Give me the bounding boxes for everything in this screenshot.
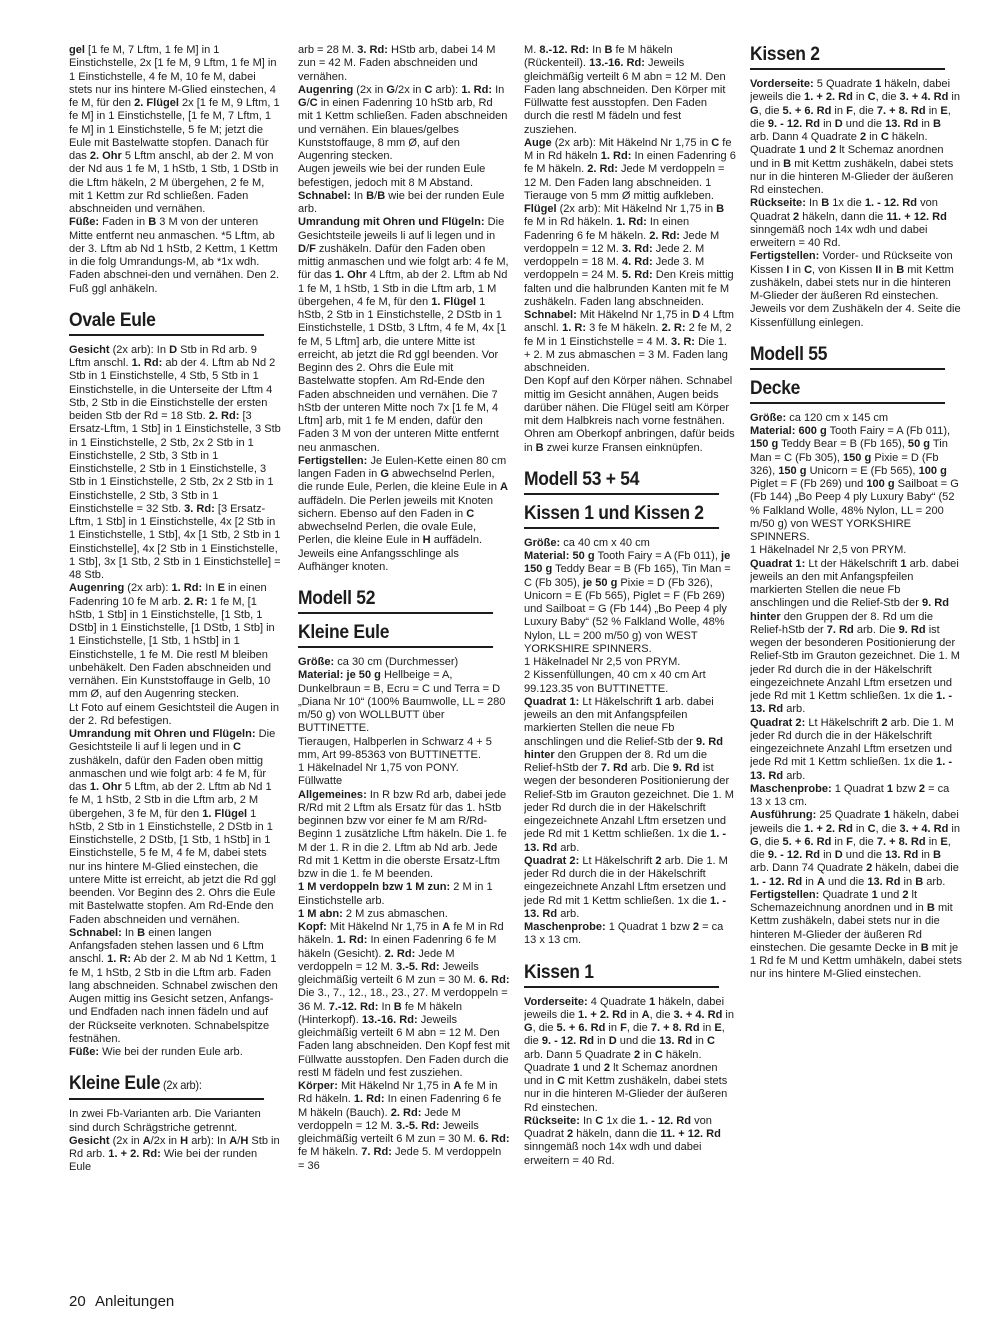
paragraph: 1 Häkelnadel Nr 1,75 von PONY. — [298, 762, 459, 774]
section-heading — [750, 344, 945, 370]
footer-section-title: Anleitungen — [95, 1293, 175, 1310]
paragraph: Vorderseite: 5 Quadrate 1 häkeln, dabei jeweils die 1. + 2. Rd in C, die 3. + 4. Rd in G, die 5. + 6. Rd in F, die 7. + 8. Rd in E, die 9. - 12. Rd in D und die 13. Rd in B arb. Dann 4 Quadrate 2 in C häkeln. Quadrate 1 und 2 lt Schemaz anordnen und in B mit Kettm zushäkeln, dabei stets nur in die hinteren M-Glieder der äußeren Rd einstechen. — [750, 78, 961, 196]
paragraph: arb = 28 M. 3. Rd: HStb arb, dabei 14 M zun = 42 M. Faden abschneiden und vernähen. — [298, 44, 496, 83]
paragraph: Maschenprobe: 1 Quadrat 1 bzw 2 = ca 13 x 13 cm. — [524, 921, 724, 947]
section-heading-text: Modell 52 — [298, 588, 376, 609]
paragraph: Schnabel: In B/B wie bei der runden Eule arb. — [298, 189, 505, 215]
paragraph: Material: 600 g Tooth Fairy = A (Fb 011), 150 g Teddy Bear = B (Fb 165), 50 g Tin Man = C (Fb 305), 150 g Pixie = D (Fb 326), 150 g Unicorn = E (Fb 565), 100 g Piglet = F (Fb 269) und 100 g Sailboat = G (Fb 144) „Bo Peep 4 ply Luxury Baby“ (52 % Falkland Wolle, 48% Nylon, LL = 200 m/50 g) von WEST YORKSHIRE SPINNERS. — [750, 425, 959, 543]
section-heading-text: Ovale Eule — [69, 309, 156, 331]
paragraph: Auge (2x arb): Mit Häkelnd Nr 1,75 in C fe M in Rd häkeln 1. Rd: In einen Fadenring 6 fe M häkeln. 2. Rd: Jede M verdoppeln = 12 M. Den Faden lang abschneiden. 1 Tierauge von 5 mm Ø mittig aufkleben. — [524, 136, 736, 202]
paragraph: Körper: Mit Häkelnd Nr 1,75 in A fe M in Rd häkeln. 1. Rd: In einen Fadenring 6 fe M häkeln (Bauch). 2. Rd: Jede M verdoppeln = 12 M. 3.-5. Rd: Jeweils gleichmäßig verteilt 6 M zun = 30 M. 6. Rd: fe M häkeln. 7. Rd: Jede 5. M verdoppeln = 36 — [298, 1080, 510, 1172]
paragraph: 1 Häkelnadel Nr 2,5 von PRYM. — [750, 544, 907, 557]
paragraph: Augenring (2x in G/2x in C arb): 1. Rd: In G/C in einen Fadenring 10 hStb arb, Rd mit 1 Kettm schließen. Faden abschneiden und vernähen. Ein blaues/gelbes Kunststoffauge, 8 mm Ø, auf den Augenring stecken. — [298, 83, 508, 162]
section-heading-text: Kissen 2 — [750, 44, 820, 65]
paragraph: Quadrat 2: Lt Häkelschrift 2 arb. Die 1. M jeder Rd durch die in der Häkelschrift eingezeichnete Anzahl Lftm ersetzen und jede Rd mit 1 Kettm schließen. 1x die 1. - 13. Rd arb. — [524, 854, 728, 920]
section-heading — [750, 378, 945, 404]
page-number: 20 — [69, 1293, 86, 1310]
paragraph: Füße: Faden in B 3 M von der unteren Mitte entfernt neu anmaschen. *5 Lftm, ab der 3. Lftm ab Nd 1 hStb, 2 Kettm, 1 Kettm in die folg Umrandungs-M, ab *1x wdh. Faden abschnei-den und vernähen. Den 2. Fuß ggl anhäkeln. — [69, 216, 280, 295]
paragraph: Umrandung mit Ohren und Flügeln: Die Gesichtsteile li auf li legen und in C zushäkeln, dafür den Faden oben mittig anmaschen und wie folgt arb: 4 fe M, für das 1. Ohr 5 Lftm, ab der 2. Lftm ab Nd 1 fe M, 1 hStb, 2 Stb in die Lftm arb, 2 M übergehen, 3 fe M, für den 1. Flügel 1 hStb, 2 Stb in 1 Einstichstelle, 2 DStb in 1 Einstichstelle, 2 DStb, [1 Stb, 1 hStb] in 1 Einstichstelle, 5 fe M, 4 fe M, dabei stets nur ins hintere M-Glied einstechen, die untere Mitte ist erreicht, ab jetzt die Rd ggl beenden. Vor Beginn des 2. Ohrs die Eule mit Bastelwatte stopfen. Am Rd-Ende den Faden abschneiden und vernähen. — [69, 728, 276, 926]
text-column-4 — [750, 44, 962, 982]
section-heading-text: Kleine Eule — [69, 1073, 161, 1095]
paragraph: Quadrat 1: Lt Häkelschrift 1 arb. dabei jeweils an den mit Anfangspfeilen markierten Stellen die neue Fb anschlingen und die Relief-Stb der 9. Rd hinter den Gruppen der 8. Rd um die Relief-hStb der 7. Rd arb. Die 9. Rd ist wegen der besonderen Positionierung der Relief-Stb im Grauton gezeichnet. Die 1. M jeder Rd durch die in der Häkelschrift eingezeichnete Anzahl Lftm ersetzen und jede Rd mit 1 Kettm schließen. 1x die 1. - 13. Rd arb. — [524, 695, 734, 854]
paragraph: Größe: ca 120 cm x 145 cm — [750, 411, 889, 424]
paragraph: Fertigstellen: Vorder- und Rückseite von Kissen I in C, von Kissen II in B mit Kettm zushäkeln, dabei stets nur in die hinteren M-Glieder der äußeren Rd einstechen. Jeweils vor dem Zushäkeln der 4. Seite die Kissenfüllung einlegen. — [750, 250, 961, 329]
paragraph: Augenring (2x arb): 1. Rd: In E in einen Fadenring 10 fe M arb. 2. R: 1 fe M, [1 hStb, 1 Stb] in 1 Einstichstelle, [1 Stb, 1 DStb] in 1 Einstichstelle, [1 DStb, 1 Stb] in 1 Einstichstelle, [1 Stb, 1 hStb] in 1 Einstichstelle, 1 fe M. Die restl M bleiben unbehäkelt. Den Faden abschneiden und vernähen. Ein Kunststoffauge in Gelb, 10 mm Ø, auf den Augenring stecken. — [69, 582, 275, 701]
paragraph: M. 8.-12. Rd: In B fe M häkeln (Rückenteil). 13.-16. Rd: Jeweils gleichmäßig verteilt 6 M abn = 12 M. Den Faden lang abschneiden. Den Körper mit Füllwatte fest ausstopfen. Den Faden durch die restl M fädeln und fest zusziehen. — [524, 44, 726, 136]
paragraph: Kopf: Mit Häkelnd Nr 1,75 in A fe M in Rd häkeln. 1. Rd: In einen Fadenring 6 fe M häkeln (Gesicht). 2. Rd: Jede M verdoppeln = 12 M. 3.-5. Rd: Jeweils gleichmäßig verteilt 6 M zun = 30 M. 6. Rd: Die 3., 7., 12., 18., 23., 27. M verdoppeln = 36 M. 7.-12. Rd: In B fe M häkeln (Hinterkopf). 13.-16. Rd: Jeweils gleichmäßig verteilt 6 M abn = 12 M. Den Faden lang abschneiden. Den Kopf fest mit Füllwatte ausstopfen. Den Faden durch die restl M fädeln und fest zusziehen. — [298, 921, 510, 1079]
paragraph: Größe: ca 30 cm (Durchmesser) — [298, 656, 459, 668]
paragraph: Fertigstellen: Je Eulen-Kette einen 80 cm langen Faden in G abwechselnd Perlen, die runde Eule, Perlen, die kleine Eule in A auffädeln. Die Perlen jeweils mit Knoten sichern. Ebenso auf den Faden in C abwechselnd Perlen, die ovale Eule, Perlen, die kleine Eule in H auffädeln. Jeweils eine Anfangsschlinge als Aufhänger knoten. — [298, 454, 509, 573]
section-heading — [750, 44, 945, 70]
paragraph: Rückseite: In C 1x die 1. - 12. Rd von Quadrat 2 häkeln, dann die 11. + 12. Rd sinngemäß noch 14x wdh und dabei erweitern = 40 Rd. — [524, 1114, 721, 1167]
text-column-3 — [524, 44, 736, 1168]
paragraph: Ausführung: 25 Quadrate 1 häkeln, dabei jeweils die 1. + 2. Rd in C, die 3. + 4. Rd in G, die 5. + 6. Rd in F, die 7. + 8. Rd in E, die 9. - 12. Rd in D und die 13. Rd in B arb. Dann 74 Quadrate 2 häkeln, dabei die 1. - 12. Rd in A und die 13. Rd in B arb. — [750, 809, 961, 888]
paragraph: 1 M abn: 2 M zus abmaschen. — [298, 907, 448, 920]
paragraph: Fertigstellen: Quadrate 1 und 2 lt Schemazeichnung anordnen und in B mit Kettm zushäkeln, dabei stets nur in die hinteren M-Glieder der äußeren Rd einstechen. Die gesamte Decke in B mit je 1 Rd fe M und Kettm umhäkeln, dabei stets nur ins hintere M-Glied einstechen. — [750, 888, 962, 981]
paragraph: Schnabel: Mit Häkelnd Nr 1,75 in D 4 Lftm anschl. 1. R: 3 fe M häkeln. 2. R: 2 fe M, 2 fe M in 1 Einstichstelle = 4 M. 3. R: Die 1. + 2. M zus abmaschen = 3 M. Faden lang abschneiden. — [524, 309, 734, 374]
section-heading-text: Modell 53 + 54 — [524, 468, 640, 490]
section-heading-note: (2x arb): — [160, 1078, 202, 1093]
section-heading — [69, 310, 264, 336]
paragraph: Vorderseite: 4 Quadrate 1 häkeln, dabei jeweils die 1. + 2. Rd in A, die 3. + 4. Rd in G, die 5. + 6. Rd in F, die 7. + 8. Rd in E, die 9. - 12. Rd in D und die 13. Rd in C arb. Dann 5 Quadrate 2 in C häkeln. Quadrate 1 und 2 lt Schemaz anordnen und in C mit Kettm zushäkeln, dabei stets nur in die hinteren M-Glieder der äußeren Rd einstechen. — [524, 995, 735, 1114]
paragraph: Flügel (2x arb): Mit Häkelnd Nr 1,75 in B fe M in Rd häkeln. 1. Rd: In einen Fadenring 6 fe M häkeln. 2. Rd: Jede M verdoppeln = 12 M. 3. Rd: Jede 2. M verdoppeln = 18 M. 4. Rd: Jede 3. M verdoppeln = 24 M. 5. Rd: Den Kreis mittig falten und die halbrunden Kanten mit fe M zushäkeln. Faden lang abschneiden. — [524, 203, 734, 308]
page-footer — [69, 1293, 180, 1310]
section-heading-text: Decke — [750, 377, 801, 399]
paragraph: Quadrat 2: Lt Häkelschrift 2 arb. Die 1. M jeder Rd durch die in der Häkelschrift eingezeichnete Anzahl Lftm ersetzen und jede Rd mit 1 Kettm schließen. 1x die 1. - 13. Rd arb. — [750, 716, 954, 782]
paragraph: Augen jeweils wie bei der runden Eule befestigen, jedoch mit 8 M Abstand. — [298, 163, 486, 189]
paragraph: Gesicht (2x arb): In D Stb in Rd arb. 9 Lftm anschl. 1. Rd: ab der 4. Lftm ab Nd 2 Stb in 1 Einstichstelle, 4 Stb, 5 Stb in 1 Einstichstelle, in die Unterseite der Lftm 4 Stb, 2 Stb in die Einstichstelle der ersten beiden Stb der Rd = 18 Stb. 2. Rd: [3 Ersatz-Lftm, 1 Stb] in 1 Einstichstelle, 3 Stb in 1 Einstichstelle, 2 Stb, 2x 2 Stb in 1 Einstichstelle, 2 Stb, 3 Stb in 1 Einstichstelle, 2 Stb in 1 Einstichstelle, 3 Stb in 1 Einstichstelle, 2 Stb, 2x 2 Stb in 1 Einstichstelle, 2 Stb, 3 Stb in 1 Einstichstelle = 32 Stb. 3. Rd: [3 Ersatz-Lftm, 1 Stb] in 1 Einstichstelle, 4x [2 Stb in 1 Einstichstelle, 1 Stb], 4x [1 Stb, 2 Stb in 1 Einstichstelle], 4x [2 Stb in 1 Einstichstelle, 1 Stb], 3x [1 Stb, 2 Stb in 1 Einstichstelle] = 48 Stb. — [69, 343, 281, 581]
paragraph: Füße: Wie bei der runden Eule arb. — [69, 1046, 243, 1058]
text-column-2 — [298, 44, 510, 1173]
paragraph: Größe: ca 40 cm x 40 cm — [524, 536, 650, 549]
paragraph: Allgemeines: In R bzw Rd arb, dabei jede R/Rd mit 2 Lftm als Ersatz für das 1. hStb beginnen bzw vor einer fe M am R/Rd-Beginn 1 zusätzliche Lftm häkeln. Die 1. fe M der 1. R in die 2. Lftm ab Nd arb. Jede Rd mit 1 Kettm in die oberste Ersatz-Lftm bzw in die 1. fe M beenden. — [298, 788, 507, 880]
section-heading-text: Kissen 1 — [524, 961, 594, 983]
section-heading — [298, 622, 493, 648]
section-heading — [524, 503, 719, 529]
paragraph: Den Kopf auf den Körper nähen. Schnabel mittig im Gesicht annähen, Augen beids darüber nähen. Die Flügel seitl am Körper mit dem Halbkreis nach vorne festnähen. Ohren am Oberkopf anbringen, dafür beids in B zwei kurze Fransen einknüpfen. — [524, 375, 735, 454]
paragraph: Umrandung mit Ohren und Flügeln: Die Gesichtsteile jeweils li auf li legen und in D/F zushäkeln. Dafür den Faden oben mittig anmaschen und wie folgt arb: 4 fe M, für das 1. Ohr 4 Lftm, ab der 2. Lftm ab Nd 1 fe M, 1 hStb, 1 Stb in die Lftm arb, 1 M übergehen, 4 fe M, für den 1. Flügel 1 hStb, 2 Stb in 1 Einstichstelle, 2 DStb in 1 Einstichstelle, 1 DStb, 3 Lftm, 4 fe M, 4x [1 fe M, 5 Lftm] arb, die untere Mitte ist erreicht, ab jetzt die Rd ggl beenden. Vor Beginn des 2. Ohrs die Eule mit Bastelwatte stopfen. Am Rd-Ende den Faden abschneiden und vernähen. Die 7 hStb der unteren Mitte noch 7x [1 fe M, 4 Lftm] arb, mit 1 fe M enden, dafür den Faden 3 M von der unteren Mitte entfernt neu anmaschen. — [298, 216, 509, 454]
section-heading — [69, 1073, 264, 1100]
paragraph: Tieraugen, Halbperlen in Schwarz 4 + 5 mm, Art 99-85363 von BUTTINETTE. — [298, 735, 492, 761]
paragraph: 1 M verdoppeln bzw 1 M zun: 2 M in 1 Einstichstelle arb. — [298, 881, 493, 907]
section-heading — [524, 962, 719, 988]
text-column-1 — [69, 44, 281, 1175]
paragraph: 2 Kissenfüllungen, 40 cm x 40 cm Art 99.123.35 von BUTTINETTE. — [524, 669, 706, 695]
paragraph: Maschenprobe: 1 Quadrat 1 bzw 2 = ca 13 x 13 cm. — [750, 782, 950, 808]
paragraph: Rückseite: In B 1x die 1. - 12. Rd von Quadrat 2 häkeln, dann die 11. + 12. Rd sinngemäß noch 14x wdh und dabei erweitern = 40 Rd. — [750, 197, 947, 249]
section-heading — [524, 469, 719, 495]
section-heading-text: Kissen 1 und Kissen 2 — [524, 502, 704, 524]
paragraph: gel [1 fe M, 7 Lftm, 1 fe M] in 1 Einstichstelle, 2x [1 fe M, 9 Lftm, 1 fe M] in 1 Einstichstelle, 4 fe M, 10 fe M, dabei stets nur ins hintere M-Glied einstechen, 4 fe M, für den 2. Flügel 2x [1 fe M, 9 Lftm, 1 fe M] in 1 Einstichstelle, [1 fe M, 7 Lftm, 1 fe M] in 1 Einstichstelle, 5 fe M; jetzt die Eule mit Bastelwatte stopfen. Danach für das 2. Ohr 5 Lftm anschl, ab der 2. M von der Nd aus 1 fe M, 1 hStb, 1 Stb, 1 DStb in die Lftm häkeln, 2 M übergehen, 2 fe M, mit 1 Kettm zur Rd schließen. Faden abschneiden und vernähen. — [69, 44, 280, 215]
paragraph: Quadrat 1: Lt der Häkelschrift 1 arb. dabei jeweils an den mit Anfangspfeilen markierten Stellen die neue Fb anschlingen und die Relief-Stb der 9. Rd hinter den Gruppen der 8. Rd um die Relief-hStb der 7. Rd arb. Die 9. Rd ist wegen der besonderen Positionierung der Relief-Stb im Grauton gezeichnet. Die 1. M jeder Rd durch die in der Häkelschrift eingezeichnete Anzahl Lftm ersetzen und jede Rd mit 1 Kettm schließen. 1x die 1. - 13. Rd arb. — [750, 557, 960, 716]
paragraph: In zwei Fb-Varianten arb. Die Varianten sind durch Schrägstriche getrennt. — [69, 1108, 261, 1134]
section-heading-text: Kleine Eule — [298, 622, 390, 643]
paragraph: Material: je 50 g Hellbeige = A, Dunkelbraun = B, Ecru = C und Terra = D „Diana Nr 10“ (100% Baumwolle, LL = 280 m/50 g) von WOLLBUTT über BUTTINETTE. — [298, 669, 506, 735]
section-heading — [298, 588, 493, 614]
paragraph: Material: 50 g Tooth Fairy = A (Fb 011), je 150 g Teddy Bear = B (Fb 165), Tin Man = C (Fb 305), je 50 g Pixie = D (Fb 326), Unicorn = E (Fb 565), Piglet = F (Fb 269) und Sailboat = G (Fb 144) „Bo Peep 4 ply Luxury Baby“ (52 % Falkland Wolle, 48% Nylon, LL = 200 m/50 g) von WEST YORKSHIRE SPINNERS. — [524, 550, 731, 655]
paragraph: Lt Foto auf einem Gesichtsteil die Augen in der 2. Rd befestigen. — [69, 701, 280, 727]
paragraph: 1 Häkelnadel Nr 2,5 von PRYM. — [524, 656, 681, 668]
paragraph: Füllwatte — [298, 775, 343, 788]
paragraph: Schnabel: In B einen langen Anfangsfaden stehen lassen und 6 Lftm anschl. 1. R: Ab der 2. M ab Nd 1 Kettm, 1 fe M, 1 hStb, 2 Stb in die Lftm arb. Faden lang abschneiden. Schnabel zwischen den Augen mittig ins Gesicht setzen, Anfangs- und Endfaden nach innen fädeln und auf der Rückseite verknoten. Schnabelspitze festnähen. — [69, 926, 278, 1045]
paragraph: Gesicht (2x in A/2x in H arb): In A/H Stb in Rd arb. 1. + 2. Rd: Wie bei der runden Eule — [69, 1134, 280, 1174]
section-heading-text: Modell 55 — [750, 343, 828, 365]
